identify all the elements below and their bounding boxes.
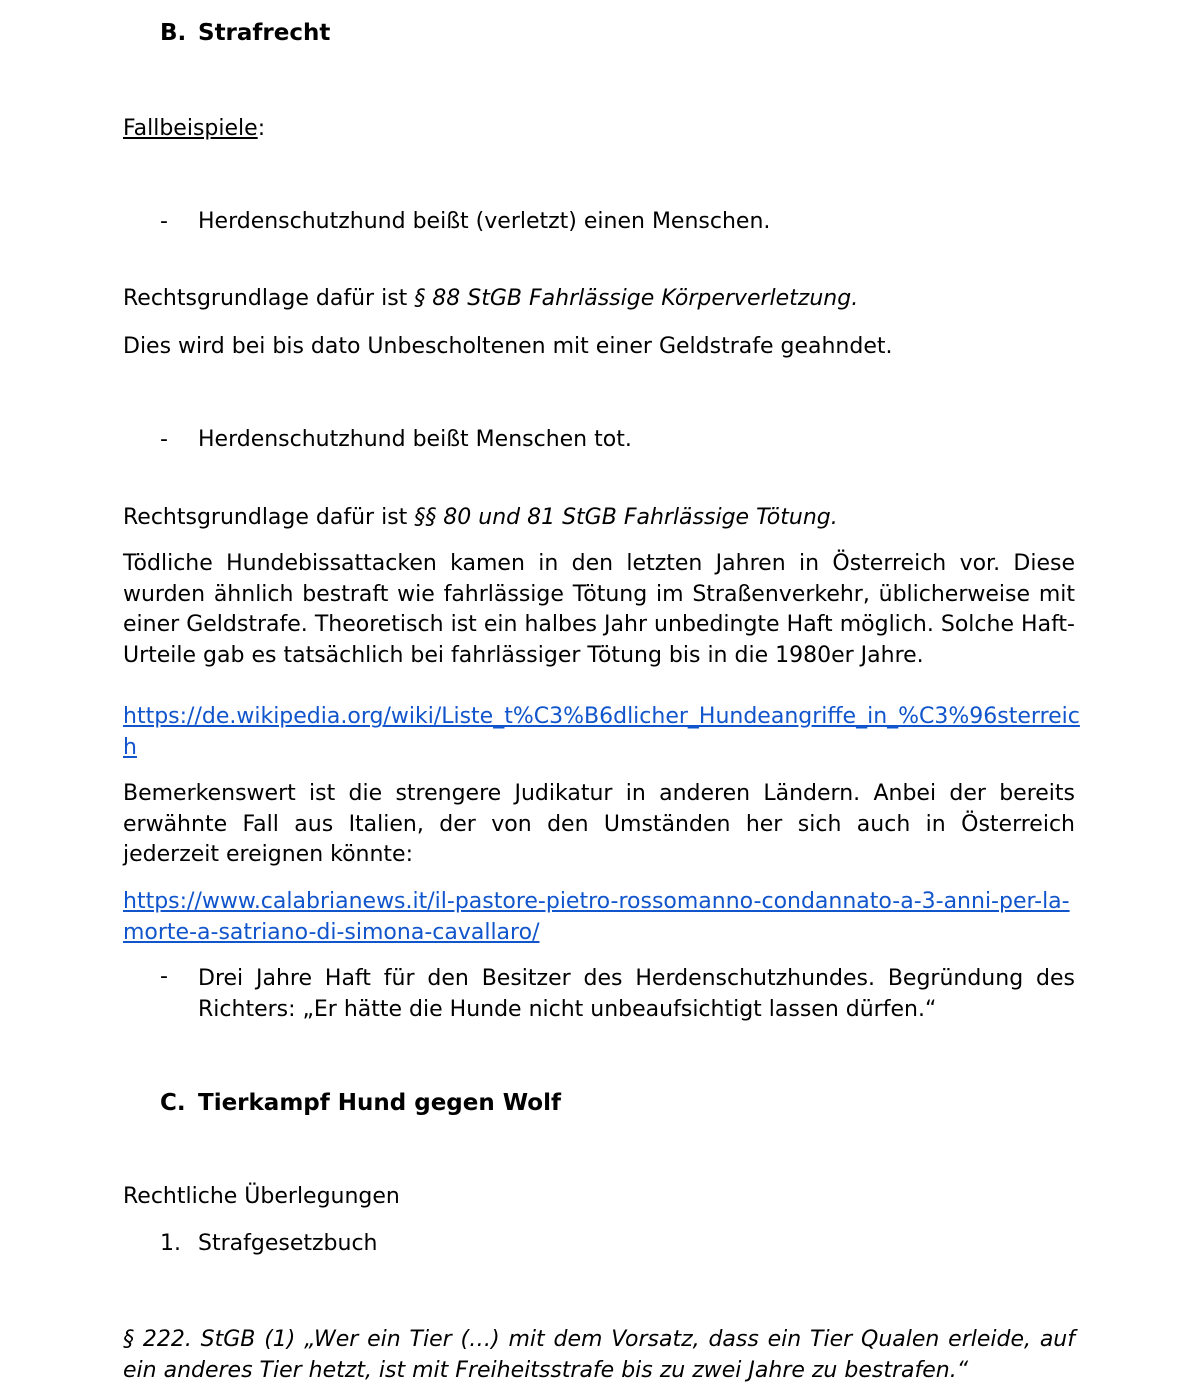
case2-basis-prefix: Rechtsgrundlage dafür ist — [123, 505, 415, 530]
case1-text: Herdenschutzhund beißt (verletzt) einen Menschen. — [198, 209, 771, 234]
bullet-dash: - — [160, 209, 168, 234]
case1-basis-prefix: Rechtsgrundlage dafür ist — [123, 286, 415, 311]
examples-label: Fallbeispiele — [123, 116, 258, 141]
examples-colon: : — [257, 116, 266, 141]
section-b-number: B. — [160, 20, 187, 46]
stgb-quote: § 222. StGB (1) „Wer ein Tier (…) mit dem Vorsatz, dass ein Tier Qualen erleide, auf ein anderes Tier hetzt, ist mit Freiheitsstrafe bis zu zwei Jahre zu bestrafen.“ — [123, 1327, 1075, 1383]
case1-basis-law: § 88 StGB Fahrlässige Körperverletzung. — [414, 286, 859, 311]
case2-basis — [123, 505, 838, 530]
case1-penalty: Dies wird bei bis dato Unbescholtenen mit einer Geldstrafe geahndet. — [123, 334, 893, 359]
calabrianews-link[interactable]: https://www.calabrianews.it/il-pastore-pietro-rossomanno-condannato-a-3-anni-per-la-morte-a-satriano-di-simona-cavallaro/ — [123, 889, 1070, 945]
legal-considerations-label: Rechtliche Überlegungen — [123, 1184, 400, 1209]
section-c-number: C. — [160, 1090, 186, 1116]
case2-basis-law: §§ 80 und 81 StGB Fahrlässige Tötung. — [414, 505, 838, 530]
section-b-heading — [160, 20, 330, 46]
case2-text: Herdenschutzhund beißt Menschen tot. — [198, 427, 632, 452]
list-number: 1. — [160, 1231, 181, 1256]
remark-paragraph: Bemerkenswert ist die strengere Judikatur in anderen Ländern. Anbei der bereits erwähnte Fall aus Italien, der von den Umständen her sich auch in Österreich jederzeit ereignen könnte: — [123, 781, 1075, 867]
bullet-dash: - — [160, 964, 168, 989]
case3-text: Drei Jahre Haft für den Besitzer des Herdenschutzhundes. Begründung des Richters: „Er hätte die Hunde nicht unbeaufsichtigt lassen dürfen.“ — [198, 966, 1075, 1022]
section-c-heading — [160, 1090, 561, 1116]
section-b-title: Strafrecht — [198, 20, 331, 46]
section-c-title: Tierkampf Hund gegen Wolf — [198, 1090, 561, 1116]
case1-basis — [123, 286, 858, 311]
wikipedia-link[interactable]: https://de.wikipedia.org/wiki/Liste_t%C3%B6dlicher_Hundeangriffe_in_%C3%96sterreich — [123, 704, 1080, 760]
list-item-text: Strafgesetzbuch — [198, 1231, 378, 1256]
examples-label-line — [123, 116, 265, 141]
case2-paragraph: Tödliche Hundebissattacken kamen in den letzten Jahren in Österreich vor. Diese wurden ähnlich bestraft wie fahrlässige Tötung im Straßenverkehr, üblicherweise mit einer Geldstrafe. Theoretisch ist ein halbes Jahr unbedingte Haft möglich. Solche Haft-Urteile gab es tatsächlich bei fahrlässiger Tötung bis in die 1980er Jahre. — [123, 551, 1075, 668]
bullet-dash: - — [160, 427, 168, 452]
